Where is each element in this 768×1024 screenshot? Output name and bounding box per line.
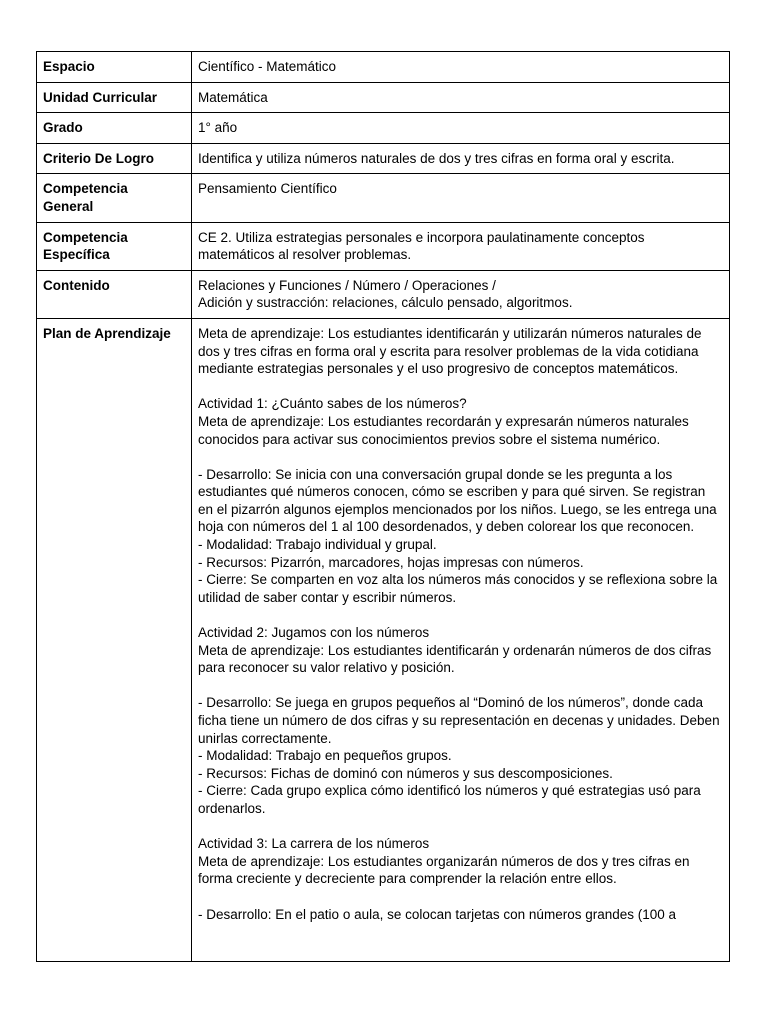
row-label-criterio: Criterio De Logro [37,143,192,174]
row-label-grado: Grado [37,113,192,144]
row-value-competencia-especifica: CE 2. Utiliza estrategias personales e incorpora paulatinamente conceptos matemáticos al resolver problemas. [192,222,730,270]
table-row [37,52,730,83]
plan-content [198,325,723,955]
row-value-competencia-general: Pensamiento Científico [192,174,730,222]
label-text: Competencia General [43,181,128,214]
row-label-contenido: Contenido [37,270,192,318]
act3-meta: Meta de aprendizaje: Los estudiantes organizarán números de dos y tres cifras en forma creciente y decreciente para comprender la relación entre ellos. [198,853,690,887]
act3-desarrollo: - Desarrollo: En el patio o aula, se colocan tarjetas con números grandes (100 a [198,906,677,922]
row-value-contenido [192,270,730,318]
row-value-plan [192,318,730,961]
act1-meta: Meta de aprendizaje: Los estudiantes recordarán y expresarán números naturales conocidos para activar sus conocimientos previos sobre el sistema numérico. [198,413,689,447]
planning-table [36,51,730,962]
row-value-unidad-curricular: Matemática [192,82,730,113]
act1-recursos: - Recursos: Pizarrón, marcadores, hojas impresas con números. [198,554,584,570]
act2-recursos: - Recursos: Fichas de dominó con números y sus descomposiciones. [198,765,613,781]
table-row [37,82,730,113]
table-row [37,143,730,174]
act2-title: Actividad 2: Jugamos con los números [198,625,430,641]
row-label-competencia-general [37,174,192,222]
act1-modalidad: - Modalidad: Trabajo individual y grupal. [198,537,437,553]
row-value-criterio: Identifica y utiliza números naturales de dos y tres cifras en forma oral y escrita. [192,143,730,174]
act2-desarrollo: - Desarrollo: Se juega en grupos pequeños al “Dominó de los números”, donde cada ficha tiene un número de dos cifras y su representación en decenas y unidades. Deben unirlas correctamente. [198,695,720,746]
label-text: Competencia Específica [43,229,128,263]
act3-title: Actividad 3: La carrera de los números [198,836,430,852]
row-label-espacio: Espacio [37,52,192,83]
plan-meta: Meta de aprendizaje: Los estudiantes identificarán y utilizarán números naturales de dos y tres cifras en forma oral y escrita para resolver problemas de la vida cotidiana mediante estrategias personales y el uso progresivo de conceptos matemáticos. [198,325,702,377]
table-row [37,174,730,222]
row-label-unidad-curricular: Unidad Curricular [37,82,192,113]
act1-cierre: - Cierre: Se comparten en voz alta los números más conocidos y se reflexiona sobre la utilidad de saber contar y escribir números. [198,572,718,605]
table-row [37,222,730,270]
row-label-plan: Plan de Aprendizaje [37,318,192,961]
contenido-line-1: Relaciones y Funciones / Número / Operaciones / [198,277,496,293]
act2-cierre: - Cierre: Cada grupo explica cómo identificó los números y qué estrategias usó para ordenarlos. [198,783,701,816]
table-row [37,113,730,144]
act2-meta: Meta de aprendizaje: Los estudiantes identificarán y ordenarán números de dos cifras para reconocer su valor relativo y posición. [198,642,712,676]
act2-modalidad: - Modalidad: Trabajo en pequeños grupos. [198,748,452,764]
table-row [37,270,730,318]
table-row [37,318,730,961]
act1-desarrollo: - Desarrollo: Se inicia con una conversación grupal donde se les pregunta a los estudiantes qué números conocen, cómo se escriben y para qué sirven. Se registran en el pizarrón algunos ejemplos mencionados por los niños. Luego, se les entrega una hoja con números del 1 al 100 desordenados, y deben colorear los que reconocen. [198,466,717,535]
row-value-espacio: Científico - Matemático [192,52,730,83]
row-value-grado: 1° año [192,113,730,144]
row-label-competencia-especifica [37,222,192,270]
act1-title: Actividad 1: ¿Cuánto sabes de los números? [198,396,467,412]
contenido-line-2: Adición y sustracción: relaciones, cálculo pensado, algoritmos. [198,295,573,311]
